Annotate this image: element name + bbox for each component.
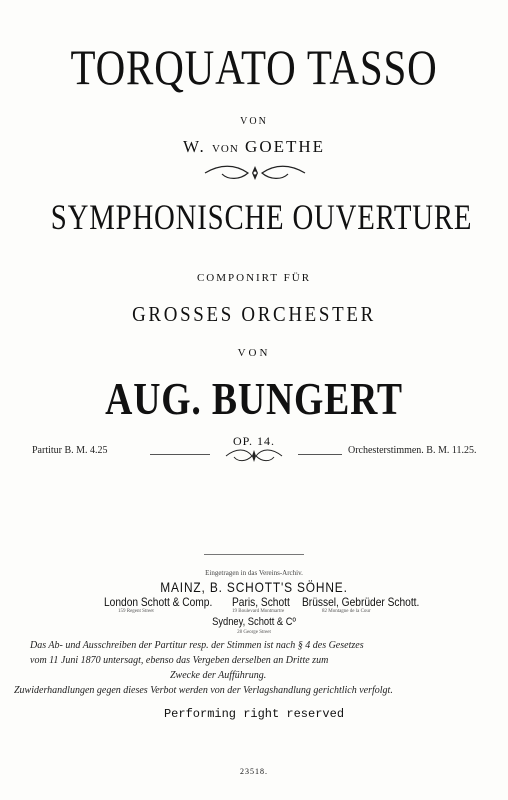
address-paris: 19 Boulevard Montmartre [232, 609, 285, 614]
legal-notice-line-2: vom 11 Juni 1870 untersagt, ebenso das Vergeben derselben an Dritte zum [30, 655, 329, 666]
address-sydney: 28 George Street [237, 630, 271, 635]
divider-right [298, 454, 342, 455]
author-name: GOETHE [245, 137, 326, 156]
orchestra-label: GROSSES ORCHESTER [132, 302, 376, 326]
ornament-flourish-opus [222, 446, 286, 466]
performing-rights: Performing right reserved [163, 707, 345, 721]
author-von: VON [211, 143, 239, 155]
legal-notice-line-3: Zwecke der Aufführung. [170, 670, 267, 681]
publisher-main: MAINZ, B. SCHOTT'S SÖHNE. [160, 579, 348, 595]
opus-number: OP. 14. [232, 434, 275, 448]
publisher-paris: Paris, Schott [232, 595, 290, 609]
plate-number: 23518. [240, 767, 268, 776]
composed-for-label: COMPONIRT FÜR [196, 272, 312, 284]
publisher-london: London Schott & Comp. [104, 595, 213, 609]
address-london: 159 Regent Street [118, 609, 154, 614]
publisher-note: Eingetragen in das Vereins-Archiv. [205, 569, 303, 577]
parts-price: Orchesterstimmen. B. M. 11.25. [348, 445, 477, 456]
address-brussel: 82 Montagne de la Cour [322, 609, 371, 614]
work-title: TORQUATO TASSO [70, 39, 438, 95]
author-line [0, 137, 508, 157]
von-label-2: VON [237, 347, 271, 359]
divider-publisher [204, 554, 304, 555]
von-label: VON [240, 116, 268, 127]
author-initial: W. [182, 137, 206, 156]
composer-name: AUG. BUNGERT [105, 373, 403, 424]
subtitle: SYMPHONISCHE OUVERTURE [50, 197, 473, 237]
score-price: Partitur B. M. 4.25 [32, 445, 108, 456]
divider-left [150, 454, 210, 455]
legal-notice-line-4: Zuwiderhandlungen gegen dieses Verbot werden von der Verlagshandlung gerichtlich verfolgt. [14, 685, 393, 696]
publisher-sydney: Sydney, Schott & Cº [212, 616, 296, 628]
publisher-brussel: Brüssel, Gebrüder Schott. [302, 595, 420, 609]
legal-notice-line-1: Das Ab- und Ausschreiben der Partitur resp. der Stimmen ist nach § 4 des Gesetzes [30, 640, 364, 651]
ornament-flourish-top [200, 162, 310, 184]
